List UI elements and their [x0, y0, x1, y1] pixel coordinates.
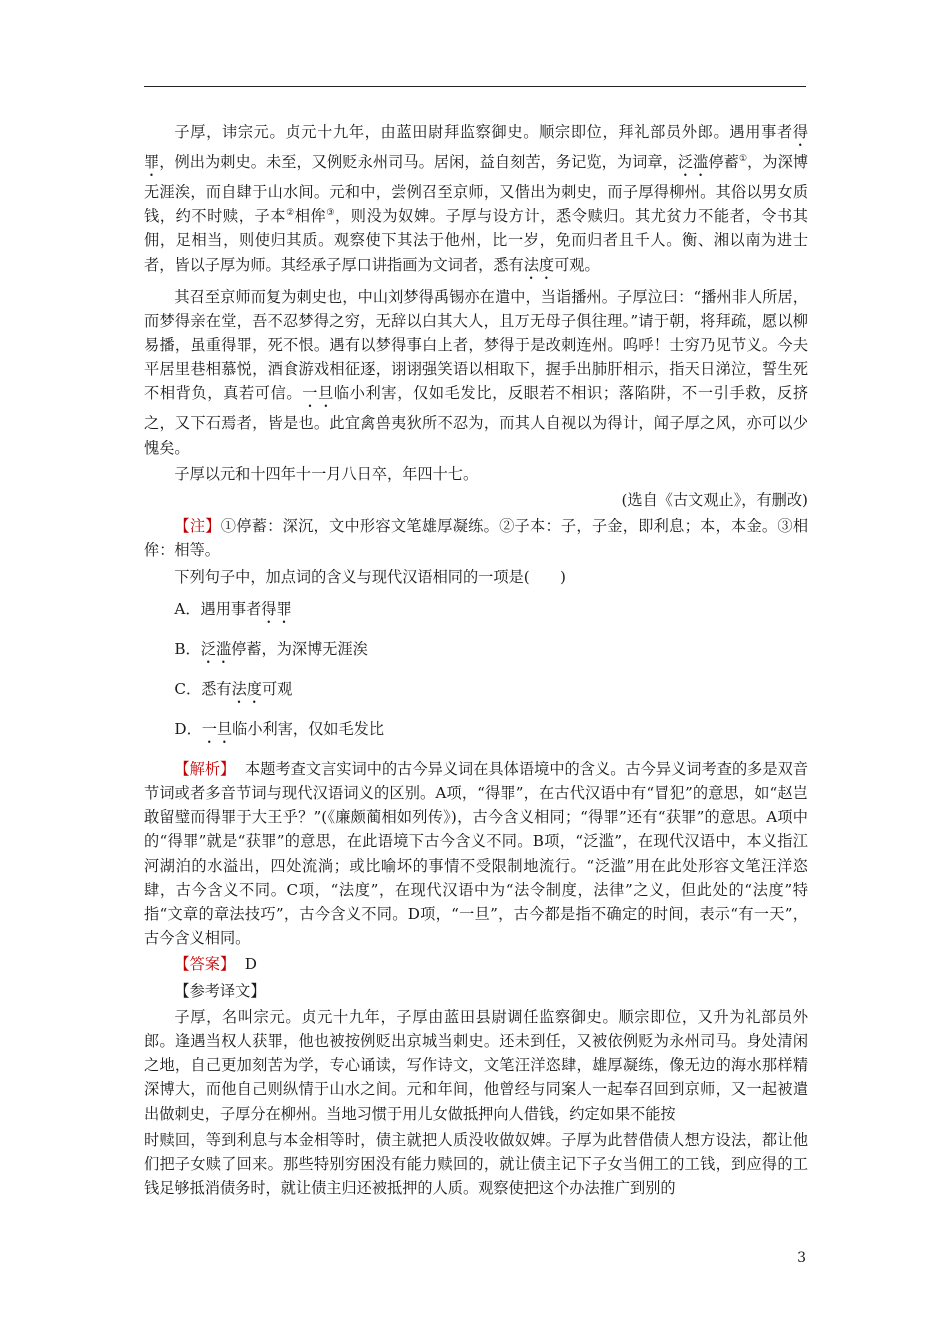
passage-paragraph-2: 其召至京师而复为刺史也，中山刘梦得禹锡亦在遣中，当诣播州。子厚泣曰：“播州非人所居，而梦得亲在堂，吾不忍梦得之穷，无辞以白其大人，且万无母子俱往理。”请于朝，将拜疏，愿以柳易播，虽重得罪，死不恨。遇有以梦得事白上者，梦得于是改刺连州。呜呼！士穷乃见节义。今夫平居里巷相慕悦，酒食游戏相征逐，诩诩强笑语以相取下，握手出肺肝相示，指天日涕泣，誓生死不相背负，真若可信。一旦临小利害，仅如毛发比，反眼若不相识；落陷阱，不一引手救，反挤之，又下石焉者，皆是也。此宜禽兽夷狄所不忍为，而其人自视以为得计，闻子厚之风，亦可以少愧矣。 — [144, 287, 809, 457]
footnote-mark: ③ — [326, 208, 335, 219]
answer — [144, 952, 808, 976]
dotted-word: 得罪 — [144, 123, 808, 171]
answer-tag: 【答案】 — [174, 955, 236, 974]
passage-source: (选自《古文观止》，有删改) — [621, 491, 808, 510]
answer-value: D — [244, 955, 257, 974]
footnote-mark: ② — [286, 208, 295, 219]
translation-heading: 【参考译文】 — [174, 981, 266, 1000]
option-c: C．悉有法度可观 — [174, 679, 293, 698]
translation-text-b: 时赎回，等到利息与本金相等时，债主就把人质没收做奴婢。子厚为此替借债人想方设法，都让他们把子女赎了回来。那些特别穷困没有能力赎回的，就让债主记下子女当佣工的工钱，到应得的工钱足够抵消债务时，就让债主归还被抵押的人质。观察使把这个办法推广到别的 — [144, 1130, 808, 1198]
notes-tag: 【注】 — [174, 517, 221, 536]
dotted-word: 泛滥 — [200, 639, 232, 658]
passage-paragraph-3: 子厚以元和十四年十一月八日卒，年四十七。 — [174, 464, 479, 483]
notes-text: ①停蓄：深沉，文中形容文笔雄厚凝练。②子本：子，子金，即利息；本，本金。③相侔：相等。 — [144, 517, 809, 560]
dotted-word: 一旦 — [302, 384, 334, 403]
analysis — [144, 757, 808, 951]
page-number: 3 — [797, 1250, 806, 1266]
footnote-mark: ① — [738, 153, 748, 164]
question-stem: 下列句子中，加点词的含义与现代汉语相同的一项是( ) — [174, 567, 566, 586]
header-rule — [144, 86, 806, 87]
analysis-tag: 【解析】 — [174, 759, 236, 778]
dotted-word: 一旦 — [201, 719, 233, 738]
option-b: B．泛滥停蓄，为深博无涯涘 — [174, 639, 368, 658]
notes — [144, 514, 808, 562]
dotted-word: 法度 — [523, 255, 555, 274]
translation-text-a: 子厚，名叫宗元。贞元十九年，子厚由蓝田县尉调任监察御史。顺宗即位，又升为礼部员外郎。逢遇当权人获罪，他也被按例贬出京城当刺史。还未到任，又被依例贬为永州司马。身处清闲之地，自己更加刻苦为学，专心诵读，写作诗文，文笔汪洋恣肆，雄厚凝练，像无边的海水那样精深博大，而他自己则纵情于山水之间。元和年间，他曾经与同案人一起奉召回到京师，又一起被遣出做刺史，子厚分在柳州。当地习惯于用儿女做抵押向人借钱，约定如果不能按 — [144, 1007, 808, 1123]
analysis-text: 本题考查文言实词中的古今异义词在具体语境中的含义。古今异义词考查的多是双音节词或者多音节词与现代汉语词义的区别。A项，“得罪”，在古代汉语中有“冒犯”的意思，如“赵岂敢留璧而得罪于大王乎？”(《廉颇蔺相如列传》)，古今含义相同；“得罪”还有“获罪”的意思。A项中的“得罪”就是“获罪”的意思，在此语境下古今含义不同。B项，“泛滥”，在现代汉语中，本义指江河湖泊的水溢出，四处流淌；或比喻坏的事情不受限制地流行。“泛滥”用在此处形容文笔汪洋恣肆，古今含义不同。C项，“法度”，在现代汉语中为“法令制度，法律”之义，但此处的“法度”特指“文章的章法技巧”，古今含义不同。D项，“一旦”，古今都是指不确定的时间，表示“有一天”，古今含义相同。 — [144, 759, 809, 948]
dotted-word: 法度 — [231, 679, 262, 698]
page-content — [144, 120, 808, 1203]
option-a: A．遇用事者得罪 — [174, 599, 292, 618]
dotted-word: 泛滥 — [677, 153, 709, 171]
passage-paragraph-1: 子厚，讳宗元。贞元十九年，由蓝田尉拜监察御史。顺宗即位，拜礼部员外郎。遇用事者得罪，例出为刺史。未至，又例贬永州司马。居闲，益自刻苦，务记览，为词章，泛滥停蓄①，为深博无涯涘，而自肆于山水间。元和中，尝例召至京师，又偕出为刺史，而子厚得柳州。其俗以男女质钱，约不时赎，子本②相侔③，则没为奴婢。子厚与设方计，悉令赎归。其尤贫力不能者，令书其佣，足相当，则使归其质。观察使下其法于他州，比一岁，免而归者且千人。衡、湘以南为进士者，皆以子厚为师。其经承子厚口讲指画为文词者，悉有法度可观。 — [144, 123, 809, 274]
dotted-word: 得罪 — [261, 599, 292, 618]
option-d: D．一旦临小利害，仅如毛发比 — [174, 719, 385, 738]
